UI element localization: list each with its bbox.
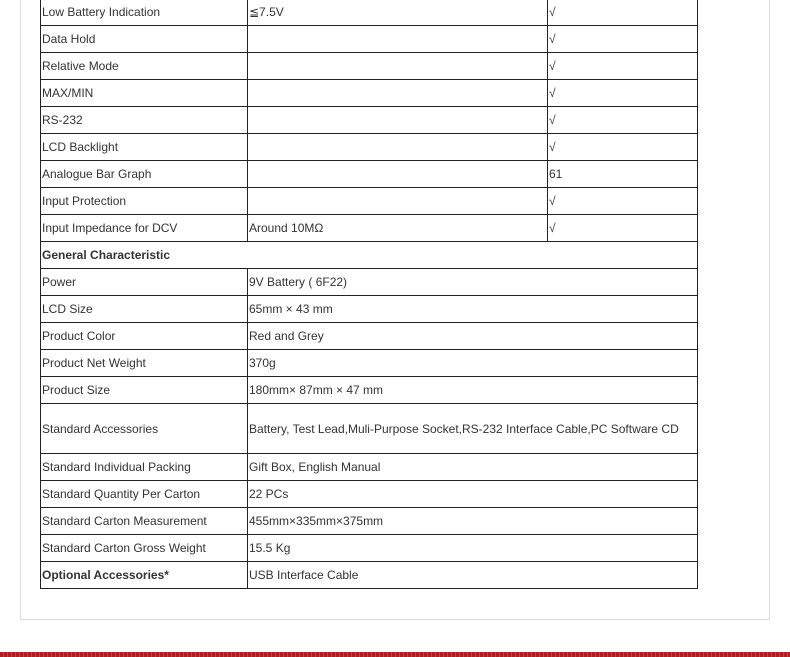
- row-value: Battery, Test Lead,Muli-Purpose Socket,RS-232 Interface Cable,PC Software CD: [248, 404, 698, 454]
- table-row: [41, 404, 698, 454]
- row-label: MAX/MIN: [41, 80, 248, 107]
- row-value: [248, 134, 548, 161]
- table-row: [41, 269, 698, 296]
- table-row: [41, 215, 698, 242]
- row-check: √: [548, 107, 698, 134]
- table-row: [41, 350, 698, 377]
- table-row: [41, 377, 698, 404]
- row-label: RS-232: [41, 107, 248, 134]
- section-heading: General Characteristic: [41, 242, 698, 269]
- optional-accessories-value: USB Interface Cable: [248, 562, 698, 589]
- row-label: LCD Backlight: [41, 134, 248, 161]
- row-check: √: [548, 26, 698, 53]
- row-value: [248, 53, 548, 80]
- row-value: 9V Battery ( 6F22): [248, 269, 698, 296]
- row-value: [248, 188, 548, 215]
- row-label: Input Protection: [41, 188, 248, 215]
- row-value: 65mm × 43 mm: [248, 296, 698, 323]
- row-label: Standard Carton Gross Weight: [41, 535, 248, 562]
- section-heading-row: [41, 242, 698, 269]
- table-row: [41, 161, 698, 188]
- row-value: 370g: [248, 350, 698, 377]
- row-value: [248, 26, 548, 53]
- row-label: Analogue Bar Graph: [41, 161, 248, 188]
- row-label: Power: [41, 269, 248, 296]
- table-row: [41, 535, 698, 562]
- table-row: [41, 323, 698, 350]
- row-check: 61: [548, 161, 698, 188]
- row-label: Standard Accessories: [41, 404, 248, 454]
- row-label: Low Battery Indication: [41, 0, 248, 26]
- table-row: [41, 188, 698, 215]
- table-row: [41, 107, 698, 134]
- row-value: Around 10MΩ: [248, 215, 548, 242]
- row-value: 180mm× 87mm × 47 mm: [248, 377, 698, 404]
- spec-table: [40, 0, 698, 589]
- table-row: [41, 454, 698, 481]
- row-label: Product Net Weight: [41, 350, 248, 377]
- row-value: [248, 161, 548, 188]
- row-label: Data Hold: [41, 26, 248, 53]
- row-value: [248, 80, 548, 107]
- table-row: [41, 26, 698, 53]
- table-row: [41, 562, 698, 589]
- row-value: 15.5 Kg: [248, 535, 698, 562]
- row-value: 22 PCs: [248, 481, 698, 508]
- table-row: [41, 53, 698, 80]
- row-value: ≦7.5V: [248, 0, 548, 26]
- row-value: [248, 107, 548, 134]
- row-label: Relative Mode: [41, 53, 248, 80]
- footer-divider: [0, 652, 790, 657]
- row-value: 455mm×335mm×375mm: [248, 508, 698, 535]
- row-check: √: [548, 80, 698, 107]
- row-value: Gift Box, English Manual: [248, 454, 698, 481]
- table-row: [41, 80, 698, 107]
- row-label: Product Color: [41, 323, 248, 350]
- optional-accessories-label: Optional Accessories*: [41, 562, 248, 589]
- row-check: √: [548, 188, 698, 215]
- table-row: [41, 0, 698, 26]
- row-check: √: [548, 215, 698, 242]
- table-row: [41, 296, 698, 323]
- row-check: √: [548, 134, 698, 161]
- row-check: √: [548, 53, 698, 80]
- row-label: Standard Carton Measurement: [41, 508, 248, 535]
- row-check: √: [548, 0, 698, 26]
- row-label: Standard Quantity Per Carton: [41, 481, 248, 508]
- table-row: [41, 481, 698, 508]
- row-label: Standard Individual Packing: [41, 454, 248, 481]
- row-value: Red and Grey: [248, 323, 698, 350]
- row-label: Input Impedance for DCV: [41, 215, 248, 242]
- table-row: [41, 134, 698, 161]
- table-row: [41, 508, 698, 535]
- row-label: LCD Size: [41, 296, 248, 323]
- row-label: Product Size: [41, 377, 248, 404]
